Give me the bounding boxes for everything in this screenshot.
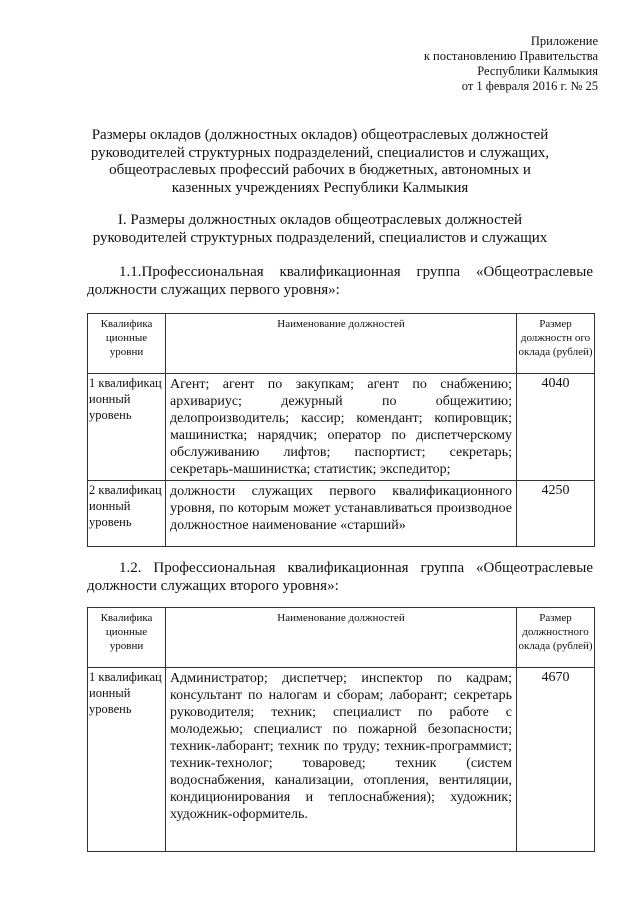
- appendix-line-4: от 1 февраля 2016 г. № 25: [461, 79, 598, 93]
- group-1-heading: 1.1.Профессиональная квалификационная группа «Общеотраслевые должности служащих первого уровня»:: [87, 264, 593, 298]
- positions-cell: должности служащих первого квалификационного уровня, по которым может устанавливаться производное должностное наименование «старший»: [166, 481, 517, 547]
- level-cell: 1 квалификац ионный уровень: [88, 668, 166, 852]
- table-row: [88, 668, 595, 852]
- appendix-line-1: Приложение: [530, 34, 598, 48]
- positions-cell: Администратор; диспетчер; инспектор по кадрам; консультант по налогам и сборам; лаборант; секретарь руководителя; техник; специалист по работе с молодежью; специалист по пожарной безопасности; техник-лаборант; техник по труду; техник-программист; техник-технолог; товаровед; техник (систем водоснабжения, канализации, отопления, вентиляции, кондиционирования и теплоснабжения); художник; художник-оформитель.: [166, 668, 517, 852]
- salary-cell: 4250: [517, 481, 595, 547]
- group-2-heading: 1.2. Профессиональная квалификационная группа «Общеотраслевые должности служащих второго уровня»:: [87, 560, 593, 594]
- positions-cell: Агент; агент по закупкам; агент по снабжению; архивариус; дежурный по общежитию; делопроизводитель; кассир; комендант; копировщик; машинистка; нарядчик; оператор по диспетчерскому обслуживанию лифтов; паспортист; секретарь; секретарь-машинистка; статистик; экспедитор;: [166, 374, 517, 481]
- table-header-row: [88, 314, 595, 374]
- table-header-row: [88, 608, 595, 668]
- group-1-table: [87, 313, 595, 547]
- document-title: Размеры окладов (должностных окладов) общеотраслевых должностей руководителей структурных подразделений, специалистов и служащих, общеотраслевых профессий рабочих в бюджетных, автономных и казенных учреждениях Республики Калмыкия: [90, 127, 550, 196]
- header-positions: Наименование должностей: [166, 314, 517, 374]
- table-row: [88, 374, 595, 481]
- section-title: I. Размеры должностных окладов общеотраслевых должностей руководителей структурных подразделений, специалистов и служащих: [92, 212, 548, 246]
- salary-cell: 4040: [517, 374, 595, 481]
- group-2-table: [87, 607, 595, 852]
- level-cell: 1 квалификац ионный уровень: [88, 374, 166, 481]
- header-salary: Размер должностного оклада (рублей): [517, 608, 595, 668]
- salary-cell: 4670: [517, 668, 595, 852]
- appendix-line-3: Республики Калмыкия: [477, 64, 598, 78]
- header-levels: Квалифика ционные уровни: [88, 608, 166, 668]
- table-row: [88, 481, 595, 547]
- header-positions: Наименование должностей: [166, 608, 517, 668]
- appendix-line-2: к постановлению Правительства: [423, 49, 598, 63]
- header-levels: Квалифика ционные уровни: [88, 314, 166, 374]
- header-salary: Размер должностн ого оклада (рублей): [517, 314, 595, 374]
- level-cell: 2 квалификац ионный уровень: [88, 481, 166, 547]
- appendix-block: [424, 34, 598, 94]
